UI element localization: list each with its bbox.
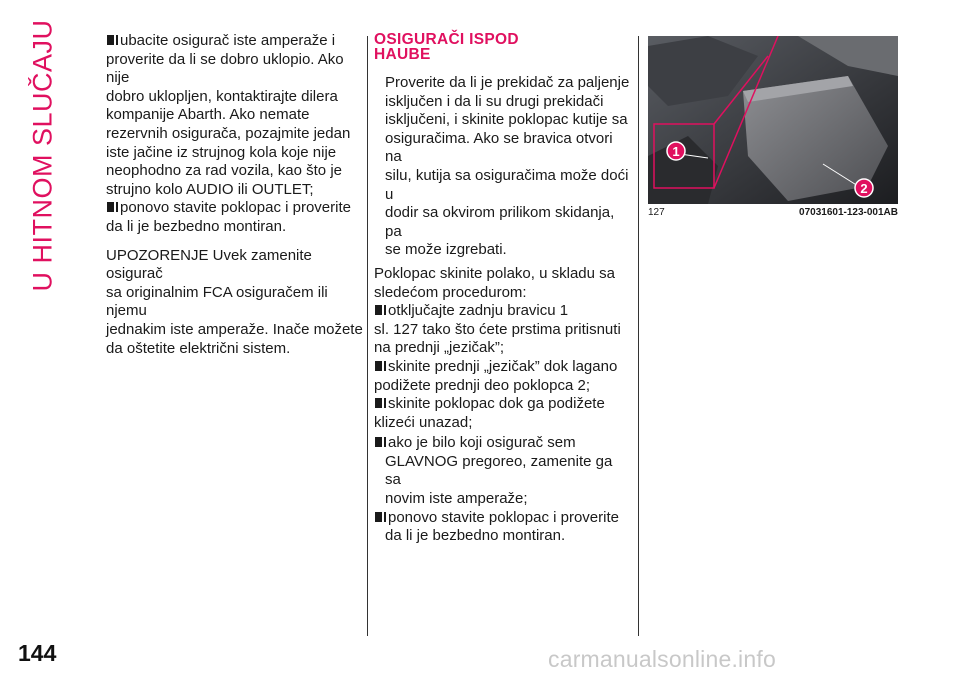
text-line: UPOZORENJE Uvek zamenite osigurač [106, 246, 312, 283]
text-line: novim iste amperaže; [385, 490, 528, 508]
fuse-box-illustration [648, 36, 898, 204]
text-line: da oštetite električni sistem. [106, 339, 291, 357]
text-line: isklјučeni, i skinite poklopac kutije sa [385, 111, 628, 129]
bullet-icon [375, 305, 384, 315]
page-number: 144 [18, 640, 57, 666]
list-item-text: skinite prednji „jezičak” dok lagano [388, 357, 618, 375]
text-line: se može izgrebati. [385, 241, 507, 259]
list-item [374, 395, 630, 414]
text-line: da li je bezbedno montiran. [106, 217, 287, 235]
list-item-text: otklјučajte zadnju bravicu 1 [388, 302, 569, 320]
list-item [106, 32, 364, 51]
watermark: carmanualsonline.info [548, 646, 776, 672]
column-divider [367, 36, 368, 636]
list-item-continuation [106, 51, 364, 200]
text-line: Poklopac skinite polako, u skladu sa [374, 264, 615, 282]
text-line: da li je bezbedno montiran. [385, 527, 566, 545]
bullet-icon [107, 35, 116, 45]
column-divider [638, 36, 639, 636]
list-item [374, 434, 630, 453]
text-line: dobro ukloplјen, kontaktirajte dilera [106, 87, 338, 105]
bullet-icon [375, 437, 384, 447]
section-heading [374, 32, 630, 62]
list-item-text: ponovo stavite poklopac i proverite [388, 508, 619, 526]
bullet-icon [107, 202, 116, 212]
engine-bay-photo [648, 36, 898, 204]
text-line: podižete prednji deo poklopca 2; [374, 376, 590, 394]
text-line: jednakim iste amperaže. Inače možete [106, 320, 363, 338]
list-item [374, 509, 630, 528]
text-line: isklјučen i da li su drugi prekidači [385, 92, 604, 110]
list-item-text: skinite poklopac dok ga podižete [388, 395, 605, 413]
list-item-continuation [374, 453, 630, 509]
procedure-paragraph [374, 265, 630, 302]
text-line: neophodno za rad vozila, kao što je [106, 162, 342, 180]
list-item-text: ubacite osigurač iste amperaže i [120, 32, 336, 49]
figure-caption [648, 207, 898, 221]
intro-paragraph [374, 74, 630, 260]
text-line: strujno kolo AUDIO ili OUTLET; [106, 180, 314, 198]
figure-code: 07031601-123-001AB [799, 207, 898, 218]
warning-paragraph [106, 247, 364, 359]
text-line: sledećom procedurom: [374, 283, 527, 301]
list-item [106, 199, 364, 218]
chapter-title-text: U HITNOM SLUČAJU [27, 18, 58, 292]
text-line: na prednji „jezičak”; [374, 339, 505, 357]
bullet-icon [375, 361, 384, 371]
text-line: dodir sa okvirom prilikom skidanja, pa [385, 204, 615, 240]
callout-1-label: 1 [672, 144, 680, 159]
list-item [374, 358, 630, 377]
text-line: sa originalnim FCA osiguračem ili njemu [106, 283, 328, 320]
text-line: silu, kutija sa osiguračima može doći u [385, 166, 629, 203]
column-left [106, 32, 364, 358]
text-line: proverite da li se dobro uklopio. Ako nije [106, 50, 344, 87]
text-line: Proverite da li je prekidač za palјenje [385, 74, 630, 91]
chapter-side-title [26, 18, 60, 292]
heading-line: HAUBE [374, 46, 431, 63]
callout-2-label: 2 [860, 181, 868, 196]
list-item-text: ako je bilo koji osigurač sem [388, 434, 576, 452]
bullet-icon [375, 398, 384, 408]
text-line: osiguračima. Ako se bravica otvori na [385, 129, 613, 166]
text-line: rezervnih osigurača, pozajmite jedan [106, 124, 351, 142]
list-item-text: ponovo stavite poklopac i proverite [120, 199, 351, 217]
column-middle [374, 32, 630, 546]
text-line: iste jačine iz strujnog kola koje nije [106, 143, 337, 161]
text-line: sl. 127 tako što ćete prstima pritisnuti [374, 320, 621, 338]
list-item [374, 302, 630, 321]
bullet-icon [375, 512, 384, 522]
text-line: GLAVNOG pregoreo, zamenite ga sa [385, 452, 613, 489]
figure-number: 127 [648, 207, 665, 218]
heading-line: OSIGURAČI ISPOD [374, 31, 519, 48]
text-line: klizeći unazad; [374, 413, 473, 431]
text-line: kompanije Abarth. Ako nemate [106, 106, 310, 124]
